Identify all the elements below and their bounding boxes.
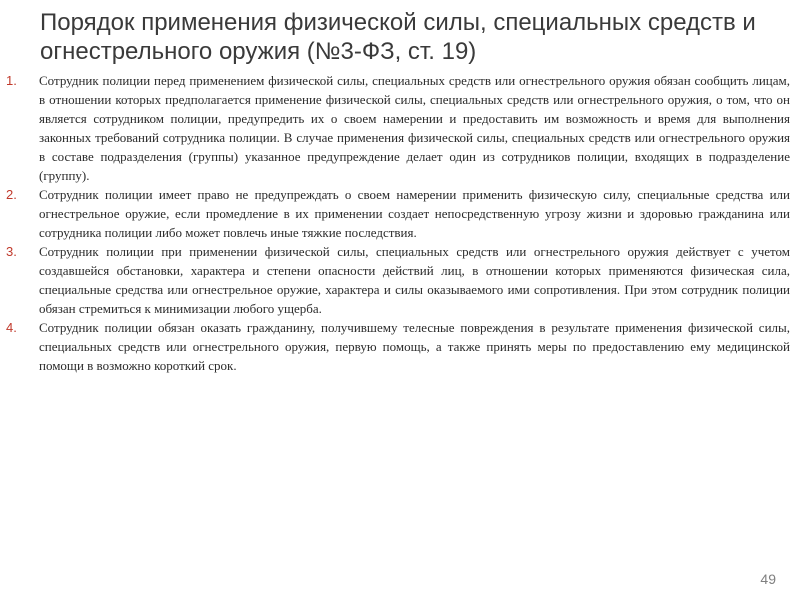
list-item-number: 2. <box>6 187 17 202</box>
list-item <box>0 71 790 185</box>
list-item <box>0 242 790 318</box>
list-item-text: Сотрудник полиции имеет право не предупреждать о своем намерении применить физическую силу, специальные средства или огнестрельное оружие, если промедление в их применении создает непосредственную угрозу жизни и здоровью гражданина или сотрудника полиции либо может повлечь иные тяжкие последствия. <box>39 187 790 240</box>
list-item-text: Сотрудник полиции обязан оказать гражданину, получившему телесные повреждения в результате применения физической силы, специальных средств или огнестрельного оружия, первую помощь, а также принять меры по предоставлению ему медицинской помощи в возможно короткий срок. <box>39 320 790 373</box>
slide-title: Порядок применения физической силы, специальных средств и огнестрельного оружия (№3-ФЗ, ст. 19) <box>40 9 756 65</box>
list-item <box>0 185 790 242</box>
list-item-number: 1. <box>6 73 17 88</box>
list-item-number: 4. <box>6 320 17 335</box>
page-number: 49 <box>760 571 776 587</box>
article-items-list <box>0 71 790 375</box>
list-item <box>0 318 790 375</box>
list-item-text: Сотрудник полиции перед применением физической силы, специальных средств или огнестрельного оружия обязан сообщить лицам, в отношении которых предполагается применение физической силы, специальных средств или огнестрельного оружия, о том, что он является сотрудником полиции, предупредить их о своем намерении и предоставить им возможность и время для выполнения законных требований сотрудника полиции. В случае применения физической силы, специальных средств или огнестрельного оружия в составе подразделения (группы) указанное предупреждение делает один из сотрудников полиции, входящих в подразделение (группу). <box>39 73 790 183</box>
list-item-text: Сотрудник полиции при применении физической силы, специальных средств или огнестрельного оружия действует с учетом создавшейся обстановки, характера и степени опасности действий лиц, в отношении которых применяются физическая сила, специальные средства или огнестрельное оружие, характера и силы оказываемого ими сопротивления. При этом сотрудник полиции обязан стремиться к минимизации любого ущерба. <box>39 244 790 316</box>
list-item-number: 3. <box>6 244 17 259</box>
